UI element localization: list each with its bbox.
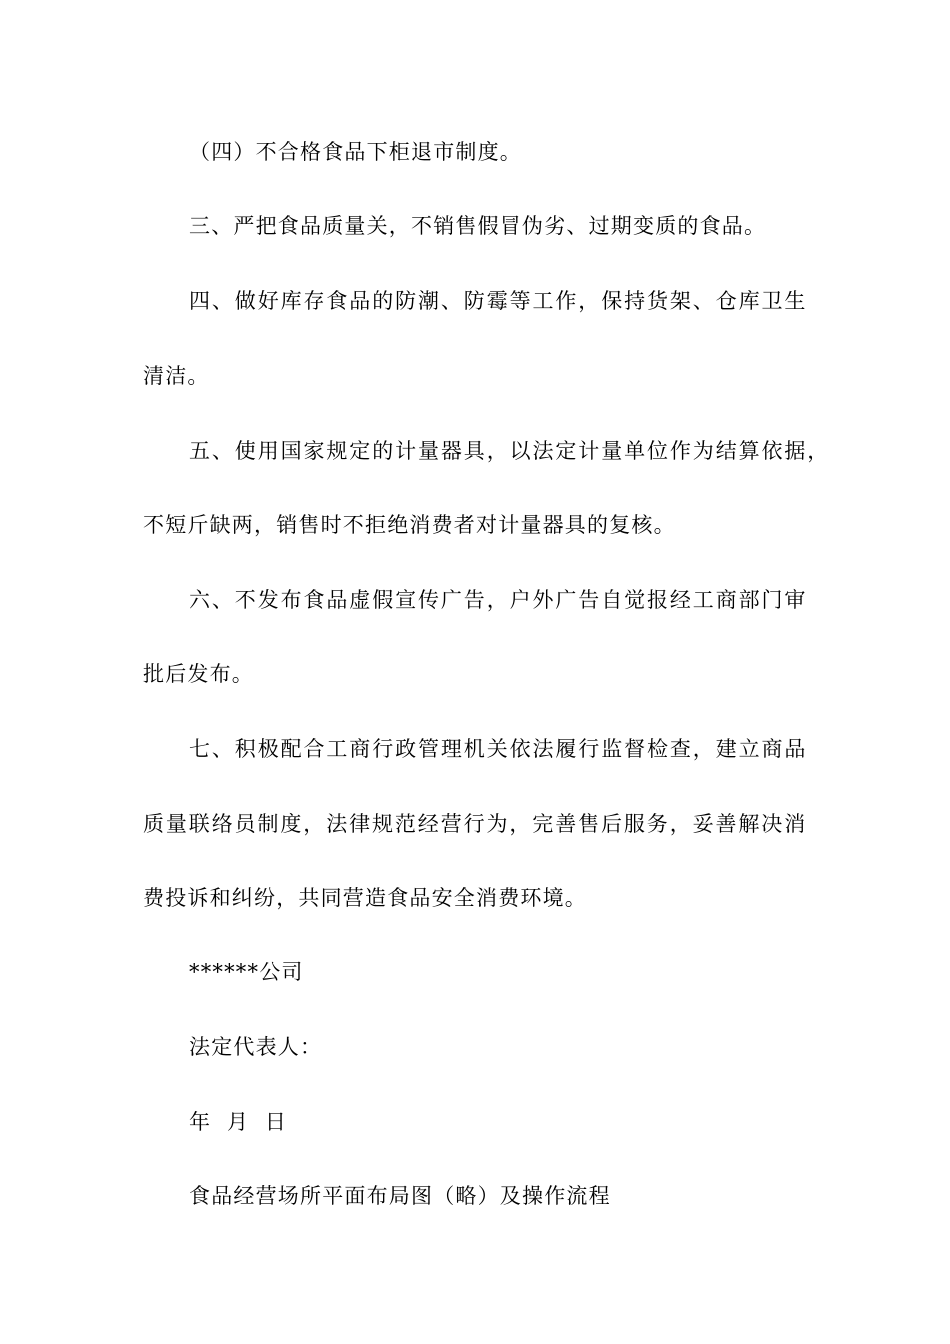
clause-6-line-1: 六、不发布食品虚假宣传广告，户外广告自觉报经工商部门审 — [189, 588, 808, 612]
clause-6-line-2: 批后发布。 — [143, 662, 254, 686]
clause-4-sub-item: （四）不合格食品下柜退市制度。 — [189, 140, 522, 164]
legal-representative-label: 法定代表人： — [189, 1035, 323, 1059]
clause-5-line-2: 不短斤缺两，销售时不拒绝消费者对计量器具的复核。 — [143, 513, 676, 537]
clause-7-line-1: 七、积极配合工商行政管理机关依法履行监督检查，建立商品 — [189, 737, 808, 761]
clause-7-line-3: 费投诉和纠纷，共同营造食品安全消费环境。 — [143, 886, 587, 910]
clause-4-line-2: 清洁。 — [143, 364, 210, 388]
company-name: ******公司 — [189, 960, 304, 984]
clause-5-line-1: 五、使用国家规定的计量器具，以法定计量单位作为结算依据， — [189, 439, 831, 463]
clause-4-line-1: 四、做好库存食品的防潮、防霉等工作，保持货架、仓库卫生 — [189, 289, 808, 313]
layout-plan-heading: 食品经营场所平面布局图（略）及操作流程 — [189, 1184, 611, 1208]
clause-7-line-2: 质量联络员制度，法律规范经营行为，完善售后服务，妥善解决消 — [143, 812, 808, 836]
clause-3: 三、严把食品质量关，不销售假冒伪劣、过期变质的食品。 — [189, 214, 767, 238]
date-line: 年 月 日 — [189, 1110, 288, 1134]
